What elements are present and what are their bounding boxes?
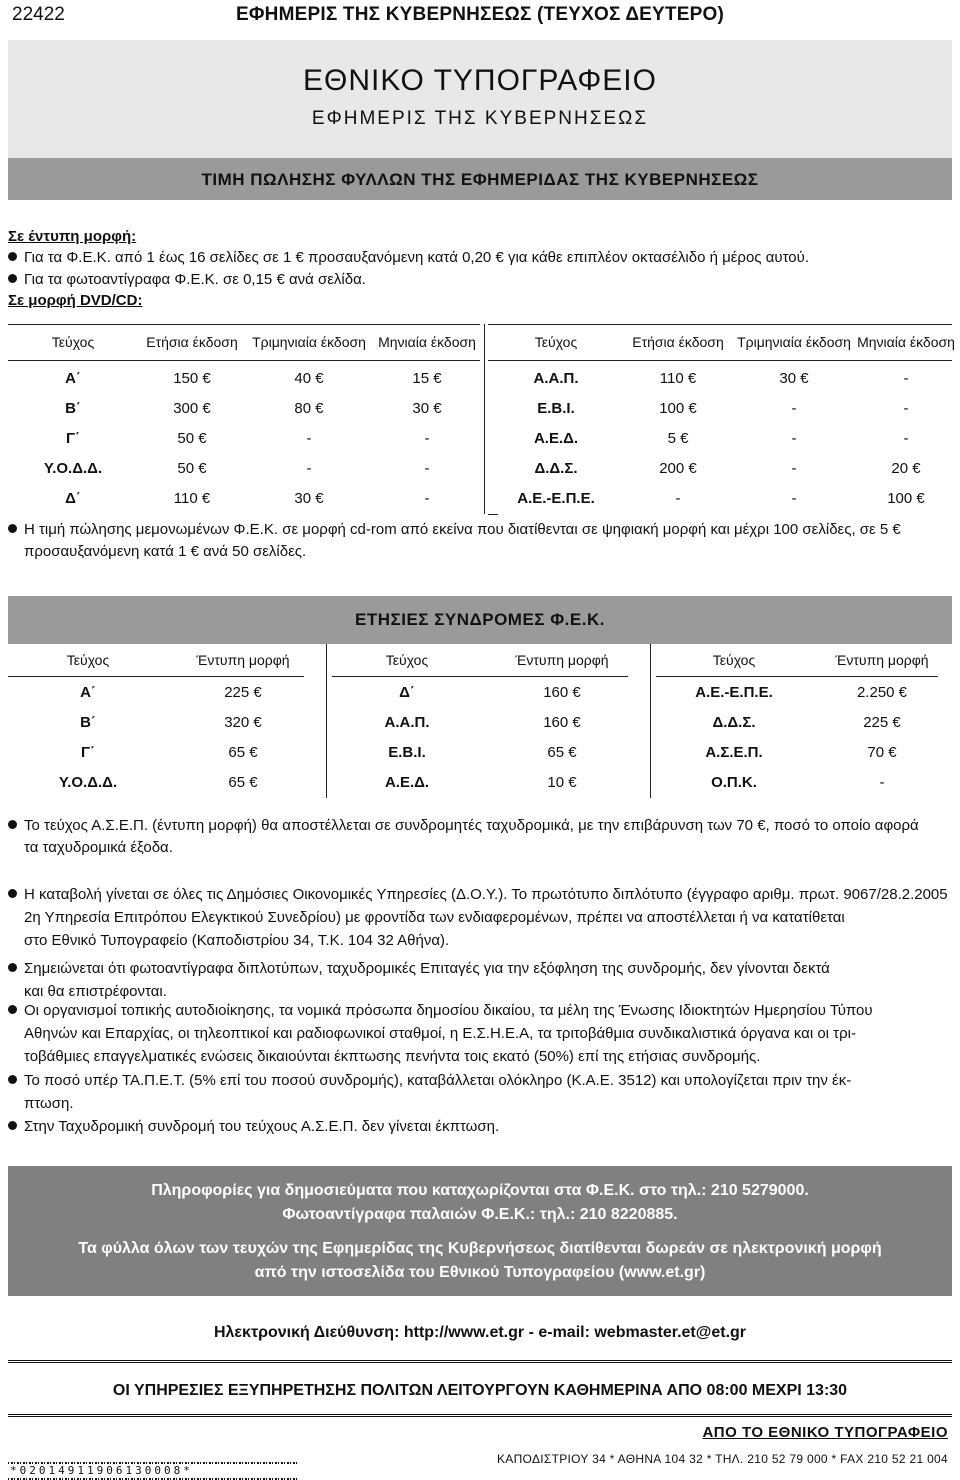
- price-cell: 20 €: [891, 460, 921, 477]
- issue-cell: Ε.Β.Ι.: [388, 744, 426, 761]
- bullet-icon: [8, 1005, 17, 1014]
- price-cell: 200 €: [659, 460, 697, 477]
- note-item: [8, 1000, 952, 1022]
- price-cell: 65 €: [228, 774, 258, 791]
- bullet-icon: [8, 820, 17, 829]
- price-cell: 5 €: [667, 430, 689, 447]
- print-heading: Σε έντυπη μορφή:: [8, 228, 137, 245]
- price-cell: 110 €: [173, 490, 211, 507]
- printing-office-title: ΕΘΝΙΚΟ ΤΥΠΟΓΡΑΦΕΙΟ: [303, 64, 657, 97]
- price-cell: 30 €: [412, 400, 442, 417]
- table-rule: [488, 514, 498, 515]
- price-cell: 50 €: [177, 430, 207, 447]
- price-cell: 100 €: [887, 490, 925, 507]
- price-cell: -: [424, 490, 430, 507]
- issue-cell: Α.Ε.Δ.: [384, 774, 430, 791]
- info-box: [8, 1166, 952, 1296]
- table-divider: [650, 644, 651, 798]
- price-cell: 150 €: [173, 370, 211, 387]
- issue-cell: Δ΄: [65, 490, 81, 507]
- issue-cell: Δ΄: [399, 684, 415, 701]
- table-divider: [326, 644, 327, 798]
- email-line: Ηλεκτρονική Διεύθυνση: http://www.et.gr - e-mail: webmaster.et@et.gr: [213, 1324, 747, 1341]
- bullet-icon: [8, 1075, 17, 1084]
- column-header-print: Έντυπη μορφή: [196, 652, 290, 668]
- price-cell: 40 €: [294, 370, 324, 387]
- note-text: τοβάθμιες επαγγελματικές ενώσεις δικαιούνται έκπτωσης πενήντα τοις εκατό (50%) επί της ετήσιας συνδρομής.: [24, 1048, 761, 1065]
- table-rule: [332, 676, 628, 677]
- price-cell: -: [791, 430, 797, 447]
- price-cell: 2.250 €: [856, 684, 908, 701]
- price-cell: -: [791, 490, 797, 507]
- issue-cell: Γ΄: [65, 430, 80, 447]
- price-cell: -: [903, 400, 909, 417]
- note-text: Η καταβολή γίνεται σε όλες τις Δημόσιες Οικονομικές Υπηρεσίες (Δ.Ο.Υ.). Το πρωτότυπο διπλότυπο (έγγραφο αριθμ. πρωτ. 9067/28.2.2005: [24, 886, 948, 903]
- subscription-note-cont: τα ταχυδρομικά έξοδα.: [24, 839, 173, 856]
- subscriptions-header: [8, 596, 952, 644]
- dvd-note-cont: προσαυξανόμενη κατά 1 € ανά 50 σελίδες.: [24, 543, 307, 560]
- issue-cell: Α΄: [80, 684, 96, 701]
- bullet-icon: [8, 889, 17, 898]
- price-cell: 70 €: [867, 744, 897, 761]
- note-item-cont: [8, 1093, 952, 1115]
- issue-cell: Ο.Π.Κ.: [711, 774, 757, 791]
- issue-cell: Α΄: [65, 370, 81, 387]
- note-item: [8, 1070, 952, 1092]
- info-line: Πληροφορίες για δημοσιεύματα που καταχωρίζονται στα Φ.Ε.Κ. στο τηλ.: 210 5279000.: [151, 1182, 809, 1199]
- price-cell: 80 €: [294, 400, 324, 417]
- note-item: [8, 1116, 952, 1138]
- price-cell: 225 €: [863, 714, 901, 731]
- table-rule: [656, 676, 938, 677]
- column-header: Μηνιαία έκδοση: [857, 334, 955, 350]
- bullet-icon: [8, 524, 17, 533]
- print-bullet: Για τα Φ.Ε.Κ. από 1 έως 16 σελίδες σε 1 € προσαυξανόμενη κατά 0,20 € για κάθε επιπλέον οκτασέλιδο ή μέρος αυτού.: [8, 248, 809, 268]
- column-header-print: Έντυπη μορφή: [515, 652, 609, 668]
- divider: [8, 1360, 952, 1363]
- issue-cell: Β΄: [65, 400, 81, 417]
- price-cell: -: [306, 430, 312, 447]
- gazette-subtitle: ΕΦΗΜΕΡΙΣ ΤΗΣ ΚΥΒΕΡΝΗΣΕΩΣ: [311, 108, 649, 129]
- price-cell: -: [903, 430, 909, 447]
- price-cell: 10 €: [547, 774, 577, 791]
- title-box: [8, 40, 952, 200]
- price-cell: -: [791, 400, 797, 417]
- price-cell: 110 €: [659, 370, 697, 387]
- price-cell: -: [675, 490, 681, 507]
- price-heading: ΤΙΜΗ ΠΩΛΗΣΗΣ ΦΥΛΛΩΝ ΤΗΣ ΕΦΗΜΕΡΙΔΑΣ ΤΗΣ ΚΥΒΕΡΝΗΣΕΩΣ: [201, 170, 759, 189]
- column-header-print: Έντυπη μορφή: [835, 652, 929, 668]
- issue-cell: Α.Σ.Ε.Π.: [705, 744, 763, 761]
- price-cell: 160 €: [543, 714, 581, 731]
- issue-cell: Α.Ε.-Ε.Π.Ε.: [517, 490, 595, 507]
- note-text: Το ποσό υπέρ ΤΑ.Π.Ε.Τ. (5% επί του ποσού συνδρομής), καταβάλλεται ολόκληρο (Κ.Α.Ε. 3512) και υπολογίζεται πριν την έκ-: [24, 1072, 852, 1089]
- issue-cell: Γ΄: [80, 744, 95, 761]
- column-header: Τριμηνιαία έκδοση: [252, 334, 366, 350]
- price-cell: -: [879, 774, 885, 791]
- page-header: [0, 0, 960, 34]
- price-cell: -: [791, 460, 797, 477]
- print-bullet: Για τα φωτοαντίγραφα Φ.Ε.Κ. σε 0,15 € ανά σελίδα.: [8, 270, 366, 290]
- table-rule: [488, 360, 952, 361]
- issue-cell: Α.Α.Π.: [533, 370, 579, 387]
- price-cell: 15 €: [412, 370, 442, 387]
- dvd-heading: Σε μορφή DVD/CD:: [8, 292, 143, 309]
- price-cell: 50 €: [177, 460, 207, 477]
- issue-cell: Υ.Ο.Δ.Δ.: [58, 774, 118, 791]
- issue-cell: Υ.Ο.Δ.Δ.: [43, 460, 103, 477]
- note-item-cont: [8, 907, 952, 929]
- table-rule: [8, 324, 480, 325]
- column-header: Τριμηνιαία έκδοση: [737, 334, 851, 350]
- price-cell: -: [424, 460, 430, 477]
- subscriptions-heading: ΕΤΗΣΙΕΣ ΣΥΝΔΡΟΜΕΣ Φ.Ε.Κ.: [355, 610, 605, 629]
- price-cell: -: [424, 430, 430, 447]
- table-divider: [484, 324, 485, 514]
- footer-publisher: ΑΠΟ ΤΟ ΕΘΝΙΚΟ ΤΥΠΟΓΡΑΦΕΙΟ: [702, 1424, 948, 1441]
- subscription-note: Το τεύχος Α.Σ.Ε.Π. (έντυπη μορφή) θα αποστέλλεται σε συνδρομητές ταχυδρομικά, με την επιβάρυνση των 70 €, ποσό το οποίο αφορά: [8, 816, 919, 836]
- price-cell: 300 €: [173, 400, 211, 417]
- price-cell: 65 €: [547, 744, 577, 761]
- barcode-text: *02014911906130008*: [8, 1464, 298, 1478]
- issue-cell: Ε.Β.Ι.: [537, 400, 575, 417]
- price-cell: 320 €: [224, 714, 262, 731]
- price-cell: -: [903, 370, 909, 387]
- price-cell: 225 €: [224, 684, 262, 701]
- note-text: και θα επιστρέφονται.: [24, 983, 167, 1000]
- gazette-title: ΕΦΗΜΕΡΙΣ ΤΗΣ ΚΥΒΕΡΝΗΣΕΩΣ (ΤΕΥΧΟΣ ΔΕΥΤΕΡΟ): [236, 4, 724, 25]
- column-header: Ετήσια έκδοση: [146, 334, 238, 350]
- column-header: Ετήσια έκδοση: [632, 334, 724, 350]
- info-line: Φωτοαντίγραφα παλαιών Φ.Ε.Κ.: τηλ.: 210 8220885.: [282, 1206, 678, 1223]
- info-line: Τα φύλλα όλων των τευχών της Εφημερίδας της Κυβερνήσεως διατίθενται δωρεάν σε ηλεκτρονική μορφή: [78, 1240, 882, 1257]
- divider: [8, 1414, 952, 1417]
- price-cell: 100 €: [659, 400, 697, 417]
- price-cell: 30 €: [779, 370, 809, 387]
- note-item: [8, 958, 952, 980]
- issue-cell: Α.Α.Π.: [384, 714, 430, 731]
- issue-cell: Δ.Δ.Σ.: [534, 460, 578, 477]
- hours-line: ΟΙ ΥΠΗΡΕΣΙΕΣ ΕΞΥΠΗΡΕΤΗΣΗΣ ΠΟΛΙΤΩΝ ΛΕΙΤΟΥΡΓΟΥΝ ΚΑΘΗΜΕΡΙΝΑ ΑΠΟ 08:00 ΜΕΧΡΙ 13:30: [112, 1382, 848, 1399]
- note-text: 2η Υπηρεσία Επιτρόπου Ελεγκτικού Συνεδρίου) με φροντίδα των ενδιαφερομένων, πρέπει να αποστέλλεται ή να κατατίθεται: [24, 909, 845, 926]
- note-item-cont: [8, 1023, 952, 1045]
- price-cell: 160 €: [543, 684, 581, 701]
- table-rule: [8, 676, 304, 677]
- note-text: Αθηνών και Επαρχίας, οι τηλεοπτικοί και ραδιοφωνικοί σταθμοί, η Ε.Σ.Η.Ε.Α, τα τριτοβάθμια συνδικαλιστικά όργανα και οι τρι-: [24, 1025, 856, 1042]
- bullet-icon: [8, 963, 17, 972]
- price-cell: 65 €: [228, 744, 258, 761]
- column-header-issue: Τεύχος: [66, 652, 110, 668]
- issue-cell: Δ.Δ.Σ.: [712, 714, 756, 731]
- note-text: στο Εθνικό Τυπογραφείο (Καποδιστρίου 34, Τ.Κ. 104 32 Αθήνα).: [24, 932, 450, 949]
- note-item-cont: [8, 930, 952, 952]
- dvd-note: Η τιμή πώλησης μεμονωμένων Φ.Ε.Κ. σε μορφή cd-rom από εκείνα που διατίθενται σε ψηφιακή μορφή και μέχρι 100 σελίδες, σε 5 €: [8, 520, 901, 540]
- bullet-icon: [8, 252, 17, 261]
- issue-cell: Β΄: [80, 714, 96, 731]
- price-cell: -: [306, 460, 312, 477]
- note-item-cont: [8, 1046, 952, 1068]
- info-line: από την ιστοσελίδα του Εθνικού Τυπογραφείου (www.et.gr): [254, 1264, 706, 1281]
- note-text: πτωση.: [24, 1095, 74, 1112]
- column-header: Μηνιαία έκδοση: [378, 334, 476, 350]
- column-header-issue: Τεύχος: [712, 652, 756, 668]
- footer-address: ΚΑΠΟΔΙΣΤΡΙΟΥ 34 * ΑΘΗΝΑ 104 32 * ΤΗΛ. 210 52 79 000 * FAX 210 52 21 004: [496, 1452, 948, 1466]
- bullet-icon: [8, 274, 17, 283]
- table-rule: [8, 360, 480, 361]
- page-number: 22422: [12, 4, 65, 25]
- note-item: [8, 884, 952, 906]
- note-text: Στην Ταχυδρομική συνδρομή του τεύχους Α.Σ.Ε.Π. δεν γίνεται έκπτωση.: [24, 1118, 500, 1135]
- issue-cell: Α.Ε.Δ.: [533, 430, 579, 447]
- column-header: Τεύχος: [534, 334, 578, 350]
- column-header: Τεύχος: [51, 334, 95, 350]
- note-text: Οι οργανισμοί τοπικής αυτοδιοίκησης, τα νομικά πρόσωπα δημοσίου δικαίου, τα μέλη της Ένωσης Ιδιοκτητών Ημερησίου Τύπου: [24, 1002, 873, 1019]
- bullet-icon: [8, 1121, 17, 1130]
- issue-cell: Α.Ε.-Ε.Π.Ε.: [695, 684, 773, 701]
- column-header-issue: Τεύχος: [385, 652, 429, 668]
- price-cell: 30 €: [294, 490, 324, 507]
- note-text: Σημειώνεται ότι φωτοαντίγραφα διπλοτύπων, ταχυδρομικές Επιταγές για την εξόφληση της συνδρομής, δεν γίνονται δεκτά: [24, 960, 830, 977]
- table-rule: [488, 324, 952, 325]
